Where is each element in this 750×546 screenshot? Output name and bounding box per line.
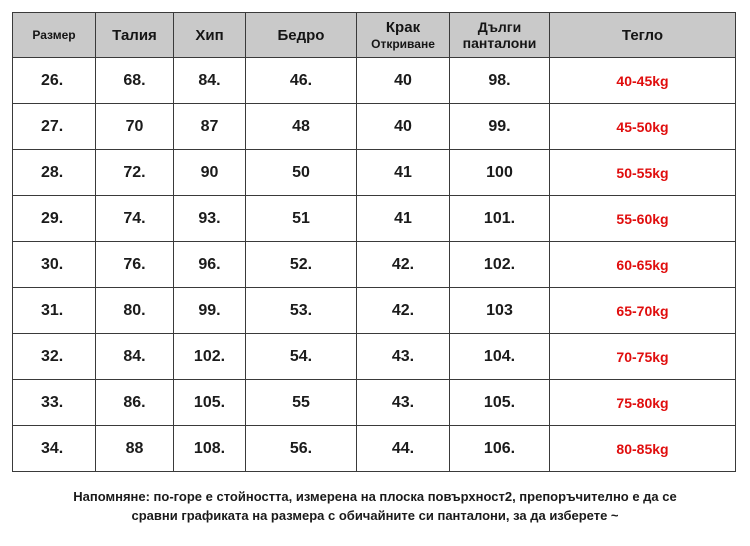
header-long-pants-line2: панталони xyxy=(462,35,537,51)
header-leg-opening-line2: Откриване xyxy=(371,36,435,51)
cell-size: 34. xyxy=(13,426,96,472)
table-row xyxy=(13,196,736,242)
cell-waist: 74. xyxy=(96,196,174,242)
cell-size: 26. xyxy=(13,58,96,104)
cell-leg-opening: 40 xyxy=(357,58,450,104)
cell-size: 32. xyxy=(13,334,96,380)
cell-weight: 70-75kg xyxy=(550,334,736,380)
cell-size: 31. xyxy=(13,288,96,334)
cell-hip: 105. xyxy=(174,380,246,426)
size-chart-table xyxy=(12,12,736,472)
header-long-pants-line1: Дълги xyxy=(477,19,522,35)
header-size: Размер xyxy=(13,13,96,58)
note-line-1: Напомняне: по-горе е стойността, измерена на плоска повърхност2, препоръчително е да се xyxy=(73,489,677,504)
cell-thigh: 54. xyxy=(246,334,357,380)
header-leg-opening-line1: Крак xyxy=(385,18,421,36)
cell-leg-opening: 41 xyxy=(357,196,450,242)
table-row xyxy=(13,150,736,196)
cell-weight: 65-70kg xyxy=(550,288,736,334)
cell-hip: 102. xyxy=(174,334,246,380)
cell-waist: 84. xyxy=(96,334,174,380)
cell-leg-opening: 42. xyxy=(357,242,450,288)
cell-thigh: 51 xyxy=(246,196,357,242)
table-row xyxy=(13,426,736,472)
cell-long-pants: 103 xyxy=(450,288,550,334)
cell-weight: 40-45kg xyxy=(550,58,736,104)
cell-hip: 93. xyxy=(174,196,246,242)
cell-thigh: 48 xyxy=(246,104,357,150)
cell-hip: 108. xyxy=(174,426,246,472)
cell-long-pants: 102. xyxy=(450,242,550,288)
cell-thigh: 52. xyxy=(246,242,357,288)
cell-long-pants: 104. xyxy=(450,334,550,380)
cell-hip: 87 xyxy=(174,104,246,150)
cell-long-pants: 105. xyxy=(450,380,550,426)
cell-waist: 68. xyxy=(96,58,174,104)
cell-leg-opening: 42. xyxy=(357,288,450,334)
cell-size: 27. xyxy=(13,104,96,150)
cell-hip: 99. xyxy=(174,288,246,334)
cell-size: 33. xyxy=(13,380,96,426)
table-row xyxy=(13,288,736,334)
cell-thigh: 53. xyxy=(246,288,357,334)
header-leg-opening xyxy=(357,13,450,58)
cell-weight: 50-55kg xyxy=(550,150,736,196)
cell-leg-opening: 43. xyxy=(357,380,450,426)
cell-weight: 55-60kg xyxy=(550,196,736,242)
cell-size: 28. xyxy=(13,150,96,196)
cell-weight: 60-65kg xyxy=(550,242,736,288)
cell-weight: 80-85kg xyxy=(550,426,736,472)
cell-long-pants: 106. xyxy=(450,426,550,472)
header-thigh: Бедро xyxy=(246,13,357,58)
cell-leg-opening: 40 xyxy=(357,104,450,150)
table-row xyxy=(13,242,736,288)
cell-hip: 84. xyxy=(174,58,246,104)
cell-waist: 80. xyxy=(96,288,174,334)
cell-waist: 70 xyxy=(96,104,174,150)
cell-weight: 75-80kg xyxy=(550,380,736,426)
header-hip: Хип xyxy=(174,13,246,58)
cell-size: 29. xyxy=(13,196,96,242)
cell-thigh: 55 xyxy=(246,380,357,426)
measurement-note xyxy=(0,487,750,525)
table-row xyxy=(13,58,736,104)
cell-thigh: 46. xyxy=(246,58,357,104)
cell-long-pants: 100 xyxy=(450,150,550,196)
table-row xyxy=(13,380,736,426)
cell-thigh: 56. xyxy=(246,426,357,472)
cell-waist: 76. xyxy=(96,242,174,288)
cell-hip: 96. xyxy=(174,242,246,288)
cell-hip: 90 xyxy=(174,150,246,196)
cell-leg-opening: 44. xyxy=(357,426,450,472)
note-line-2: сравни графиката на размера с обичайните си панталони, за да изберете ~ xyxy=(131,508,619,523)
cell-leg-opening: 43. xyxy=(357,334,450,380)
cell-size: 30. xyxy=(13,242,96,288)
cell-weight: 45-50kg xyxy=(550,104,736,150)
header-weight: Тегло xyxy=(550,13,736,58)
cell-waist: 88 xyxy=(96,426,174,472)
cell-leg-opening: 41 xyxy=(357,150,450,196)
cell-long-pants: 99. xyxy=(450,104,550,150)
table-row xyxy=(13,104,736,150)
table-row xyxy=(13,334,736,380)
cell-waist: 72. xyxy=(96,150,174,196)
cell-long-pants: 98. xyxy=(450,58,550,104)
header-row xyxy=(13,13,736,58)
header-waist: Талия xyxy=(96,13,174,58)
cell-thigh: 50 xyxy=(246,150,357,196)
header-long-pants xyxy=(450,13,550,58)
cell-waist: 86. xyxy=(96,380,174,426)
cell-long-pants: 101. xyxy=(450,196,550,242)
